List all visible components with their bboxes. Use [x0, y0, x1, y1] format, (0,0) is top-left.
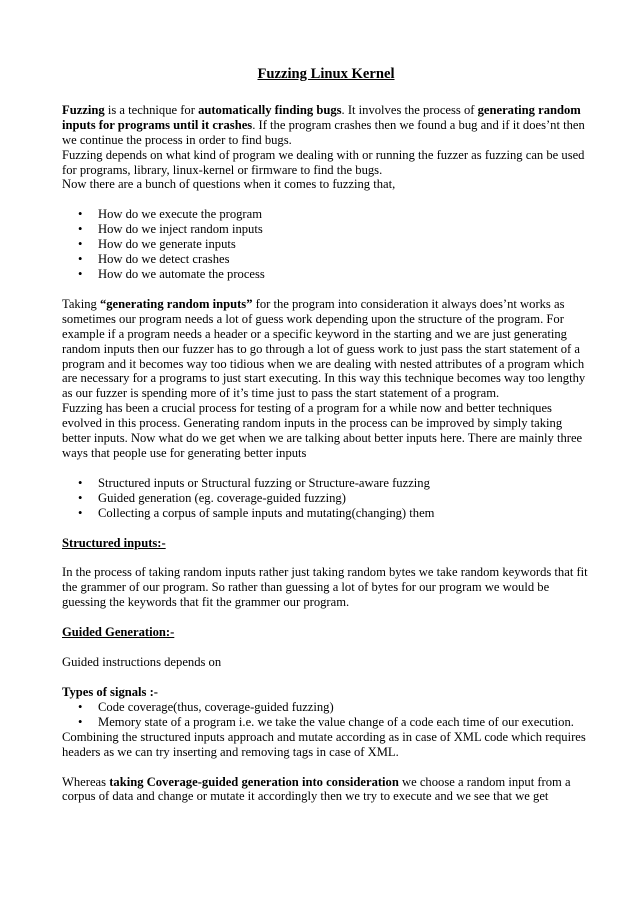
- heading-types-of-signals: Types of signals :-: [62, 685, 158, 699]
- structured-paragraph: In the process of taking random inputs rather just taking random bytes we take random keywords that fit the grammer of our program. So rather than guessing a lot of bytes for our program we would be guessing the keywords that fit the grammer our program.: [62, 565, 588, 610]
- bullet-icon: •: [78, 714, 83, 729]
- list-item: [62, 715, 590, 730]
- whereas-text-2: we choose a random input from a corpus of data and change or mutate it accordingly then we try to execute and we see that we get: [62, 774, 571, 804]
- bullet-icon: •: [78, 266, 83, 281]
- signals-list: [62, 700, 590, 730]
- page-title: Fuzzing Linux Kernel: [257, 66, 395, 82]
- term-finding-bugs: automatically finding bugs: [198, 102, 342, 117]
- spacer: [62, 192, 590, 207]
- list-item: [62, 252, 590, 267]
- list-item-text: Memory state of a program i.e. we take the value change of a code each time of our execution.: [98, 714, 574, 729]
- intro-text-2: . It involves the process of: [341, 102, 478, 117]
- list-item-text: Code coverage(thus, coverage-guided fuzzing): [98, 699, 334, 714]
- ways-list: [62, 476, 590, 521]
- list-item-text: Guided generation (eg. coverage-guided fuzzing): [98, 490, 346, 505]
- term-generating-inputs: generating random inputs for programs until it crashes: [62, 102, 581, 132]
- depends-paragraph: Fuzzing depends on what kind of program we dealing with or running the fuzzer as fuzzing can be used for programs, library, linux-kernel or firmware to find the bugs.: [62, 147, 585, 177]
- intro-text-1: is a technique for: [104, 102, 199, 117]
- spacer: [62, 521, 590, 536]
- spacer: [62, 640, 590, 655]
- list-item: [62, 506, 590, 521]
- whereas-text-1: Whereas: [62, 774, 110, 789]
- taking-text-1: Taking: [62, 296, 100, 311]
- list-item-text: How do we inject random inputs: [98, 222, 263, 237]
- bullet-icon: •: [78, 222, 83, 237]
- term-generating-random-inputs: “generating random inputs”: [99, 296, 253, 311]
- list-item: [62, 700, 590, 715]
- bullet-icon: •: [78, 252, 83, 267]
- spacer: [62, 461, 590, 476]
- term-coverage-guided: taking Coverage-guided generation into consideration: [109, 774, 399, 789]
- spacer: [62, 760, 590, 775]
- spacer: [62, 550, 590, 565]
- term-fuzzing: Fuzzing: [62, 102, 105, 117]
- list-item-text: Collecting a corpus of sample inputs and mutating(changing) them: [98, 505, 435, 520]
- taking-paragraph: [62, 297, 590, 401]
- intro-text-3: . If the program crashes then we found a bug and if it does’nt then we continue the process in order to find bugs.: [62, 117, 585, 147]
- taking-text-2: for the program into consideration it always does’nt works as sometimes our program needs a lot of guess work depending upon the structure of the program. For example if a program needs a header or a specific keyword in the starting and we are just generating random inputs then our fuzzer has to go through a lot of guess work to just pass the start statement of a program and it becomes way too tidious when we are dealing with nested attributes of a program which are necessary for a programs to just start executing. In this way this technique becomes way too lengthy as our fuzzer is spending more of it’s time just to pass the start statement of a program.: [62, 296, 586, 401]
- guided-paragraph: Guided instructions depends on: [62, 655, 222, 670]
- list-item-text: How do we automate the process: [98, 266, 265, 281]
- list-item-text: How do we generate inputs: [98, 237, 236, 252]
- bullet-icon: •: [78, 237, 83, 252]
- bullet-icon: •: [78, 475, 83, 490]
- bullet-icon: •: [78, 699, 83, 714]
- heading-guided-generation: Guided Generation:-: [62, 625, 175, 640]
- list-item: [62, 222, 590, 237]
- list-item: [62, 207, 590, 222]
- spacer: [62, 282, 590, 297]
- spacer: [62, 670, 590, 685]
- crucial-paragraph: Fuzzing has been a crucial process for testing of a program for a while now and better techniques evolved in this process. Generating random inputs in the process can be improved by simply taking better inputs. Now what do we get when we are talking about better inputs here. There are mainly three ways that people use for generating better inputs: [62, 401, 583, 460]
- list-item: [62, 476, 590, 491]
- list-item-text: Structured inputs or Structural fuzzing or Structure-aware fuzzing: [98, 475, 430, 490]
- list-item-text: How do we detect crashes: [98, 252, 230, 267]
- list-item: [62, 237, 590, 252]
- list-item: [62, 267, 590, 282]
- questions-list: [62, 207, 590, 282]
- whereas-paragraph: [62, 775, 590, 805]
- intro-paragraph: [62, 103, 590, 148]
- combining-paragraph: Combining the structured inputs approach and mutate according as in case of XML code which requires headers as we can try inserting and removing tags in case of XML.: [62, 729, 586, 759]
- bullet-icon: •: [78, 490, 83, 505]
- spacer: [62, 610, 590, 625]
- list-item-text: How do we execute the program: [98, 207, 263, 222]
- questions-intro: Now there are a bunch of questions when it comes to fuzzing that,: [62, 177, 396, 192]
- list-item: [62, 491, 590, 506]
- bullet-icon: •: [78, 505, 83, 520]
- bullet-icon: •: [78, 207, 83, 222]
- heading-structured-inputs: Structured inputs:-: [62, 535, 166, 550]
